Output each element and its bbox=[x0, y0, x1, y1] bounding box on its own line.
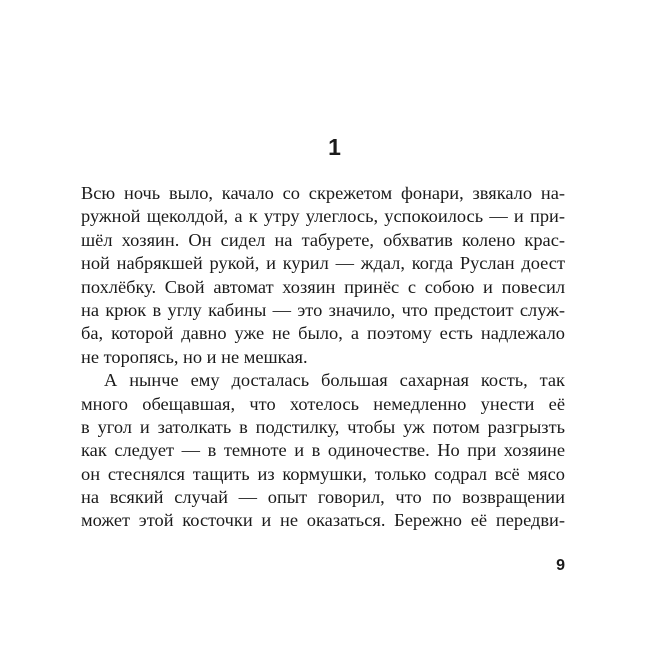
text-line: может этой косточки и не оказаться. Бережно её передви- bbox=[81, 510, 565, 531]
text-line: как следует — в темноте и в одиночестве. Но при хозяине bbox=[81, 440, 565, 461]
paragraph-1 bbox=[81, 182, 565, 369]
text-line: похлёбку. Свой автомат хозяин принёс с собою и повесил bbox=[81, 276, 565, 297]
text-line: много обещавшая, что хотелось немедленно унести её bbox=[81, 393, 565, 414]
paragraph-2 bbox=[81, 369, 565, 533]
text-line: на всякий случай — опыт говорил, что по возвращении bbox=[81, 487, 565, 508]
text-line: ружной щеколдой, а к утру улеглось, успокоилось — и при- bbox=[81, 206, 565, 227]
page-number: 9 bbox=[556, 557, 565, 574]
text-line: ба, которой давно уже не было, а поэтому есть надлежало bbox=[81, 323, 565, 344]
chapter-number: 1 bbox=[328, 134, 341, 160]
text-line: шёл хозяин. Он сидел на табурете, обхватив колено крас- bbox=[81, 229, 565, 250]
text-line: Всю ночь выло, качало со скрежетом фонари, звякало на- bbox=[81, 183, 565, 203]
text-line: он стеснялся тащить из кормушки, только содрал всё мясо bbox=[81, 463, 565, 484]
text-line: А нынче ему досталась большая сахарная кость, так bbox=[104, 370, 565, 391]
text-line: ной набрякшей рукой, и курил — ждал, когда Руслан доест bbox=[81, 253, 565, 274]
text-line: не торопясь, но и не мешкая. bbox=[81, 346, 308, 367]
text-line: на крюк в углу кабины — это значило, что предстоит служ- bbox=[81, 299, 565, 320]
text-line: в угол и затолкать в подстилку, чтобы уж потом разгрызть bbox=[81, 416, 565, 437]
body-text bbox=[81, 182, 565, 533]
